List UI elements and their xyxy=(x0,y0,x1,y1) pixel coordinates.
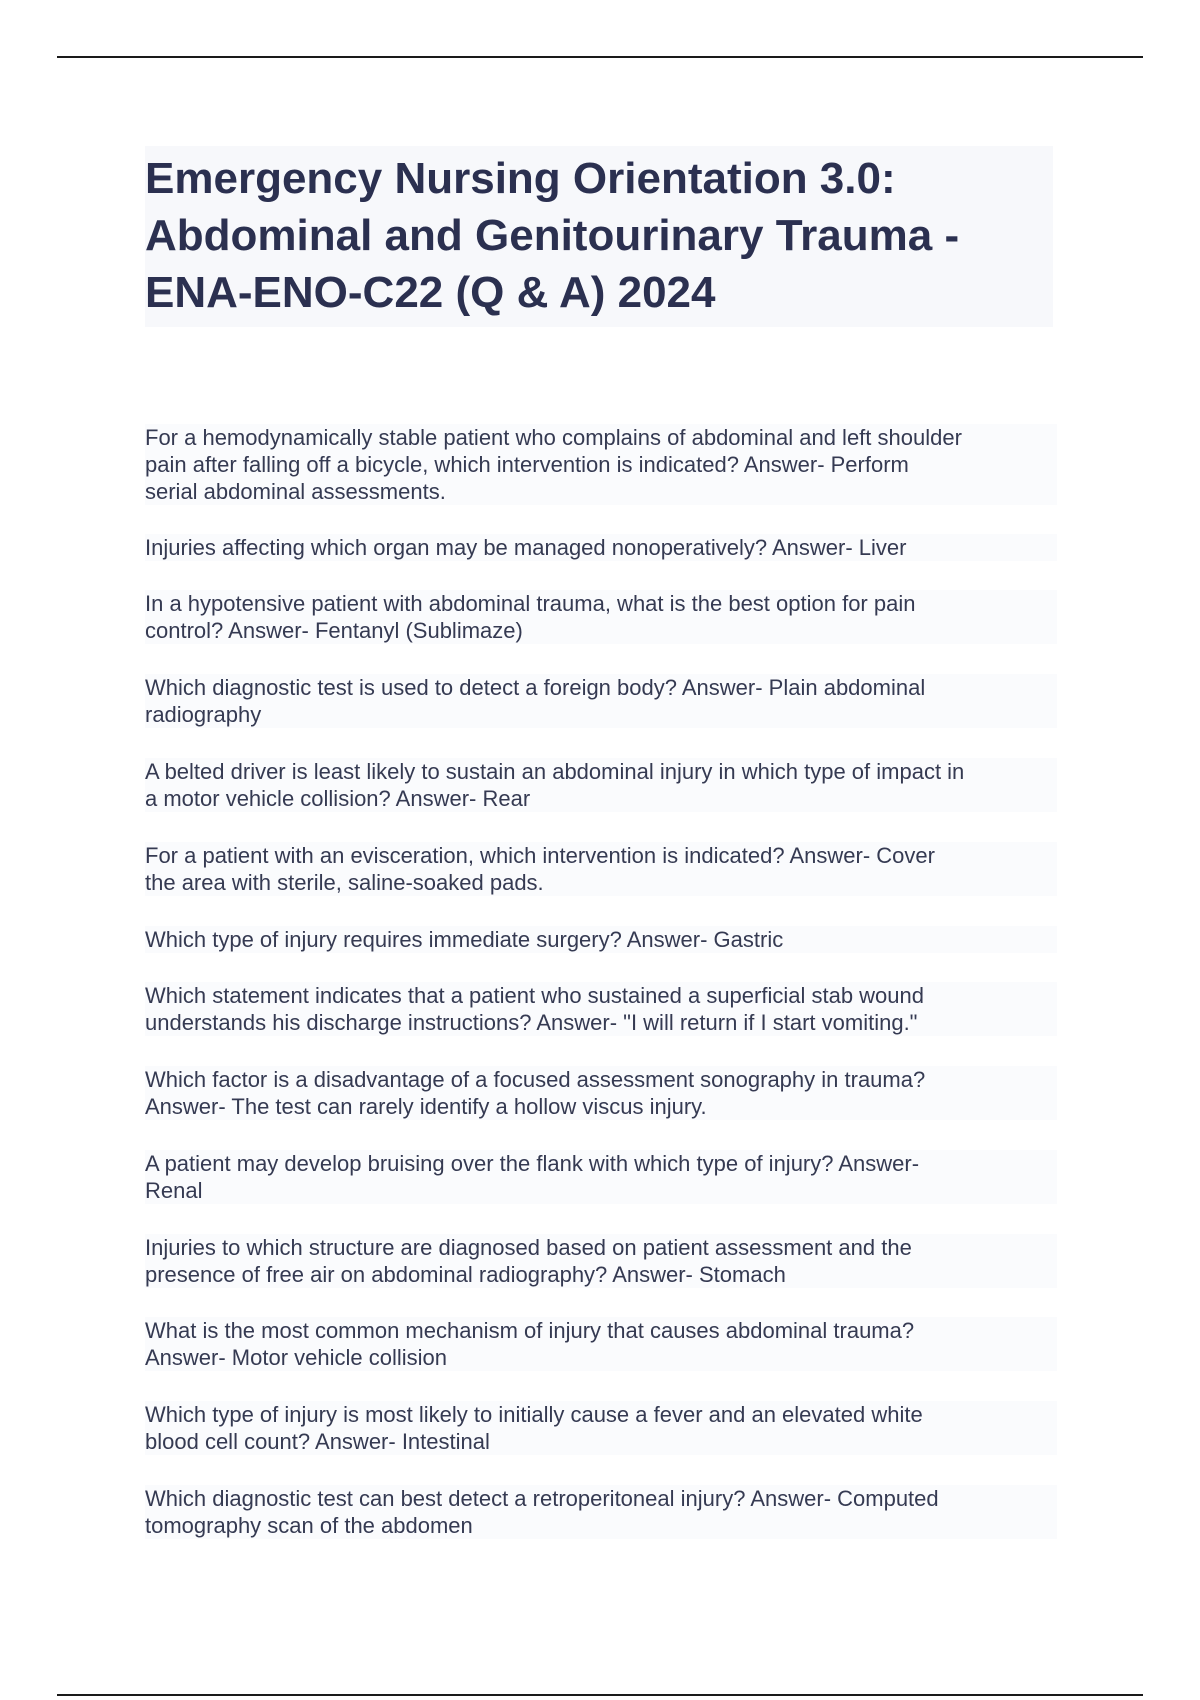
qa-line: Which type of injury requires immediate surgery? Answer- Gastric xyxy=(145,926,1057,953)
qa-line: blood cell count? Answer- Intestinal xyxy=(145,1428,1057,1455)
qa-item-9 xyxy=(145,1066,1057,1120)
qa-item-13 xyxy=(145,1401,1057,1455)
qa-item-6 xyxy=(145,842,1057,896)
qa-line: presence of free air on abdominal radiography? Answer- Stomach xyxy=(145,1261,1057,1288)
qa-line: Renal xyxy=(145,1177,1057,1204)
qa-item-1 xyxy=(145,424,1057,505)
qa-line: Which diagnostic test can best detect a retroperitoneal injury? Answer- Computed xyxy=(145,1485,1057,1512)
qa-line: radiography xyxy=(145,701,1057,728)
qa-line: understands his discharge instructions? Answer- "I will return if I start vomiting." xyxy=(145,1009,1057,1036)
qa-line: Injuries affecting which organ may be managed nonoperatively? Answer- Liver xyxy=(145,534,1057,561)
qa-line: Which statement indicates that a patient who sustained a superficial stab wound xyxy=(145,982,1057,1009)
qa-line: pain after falling off a bicycle, which intervention is indicated? Answer- Perform xyxy=(145,451,1057,478)
qa-item-4 xyxy=(145,674,1057,728)
qa-line: control? Answer- Fentanyl (Sublimaze) xyxy=(145,617,1057,644)
qa-line: Answer- Motor vehicle collision xyxy=(145,1344,1057,1371)
qa-line: A belted driver is least likely to sustain an abdominal injury in which type of impact in xyxy=(145,758,1057,785)
qa-line: Which type of injury is most likely to initially cause a fever and an elevated white xyxy=(145,1401,1057,1428)
qa-line: the area with sterile, saline-soaked pads. xyxy=(145,869,1057,896)
qa-line: a motor vehicle collision? Answer- Rear xyxy=(145,785,1057,812)
qa-line: A patient may develop bruising over the flank with which type of injury? Answer- xyxy=(145,1150,1057,1177)
title-line-3: ENA-ENO-C22 (Q & A) 2024 xyxy=(145,268,716,317)
qa-line: serial abdominal assessments. xyxy=(145,478,1057,505)
qa-line: What is the most common mechanism of injury that causes abdominal trauma? xyxy=(145,1317,1057,1344)
qa-item-8 xyxy=(145,982,1057,1036)
qa-line: Answer- The test can rarely identify a hollow viscus injury. xyxy=(145,1093,1057,1120)
qa-line: tomography scan of the abdomen xyxy=(145,1512,1057,1539)
document-title xyxy=(145,146,1053,327)
qa-item-2 xyxy=(145,534,1057,561)
qa-line: For a patient with an evisceration, which intervention is indicated? Answer- Cover xyxy=(145,842,1057,869)
qa-line: In a hypotensive patient with abdominal trauma, what is the best option for pain xyxy=(145,590,1057,617)
qa-line: For a hemodynamically stable patient who complains of abdominal and left shoulder xyxy=(145,424,1057,451)
qa-item-11 xyxy=(145,1234,1057,1288)
qa-item-10 xyxy=(145,1150,1057,1204)
qa-item-7 xyxy=(145,926,1057,953)
qa-line: Injuries to which structure are diagnosed based on patient assessment and the xyxy=(145,1234,1057,1261)
qa-item-5 xyxy=(145,758,1057,812)
qa-item-14 xyxy=(145,1485,1057,1539)
qa-item-3 xyxy=(145,590,1057,644)
qa-item-12 xyxy=(145,1317,1057,1371)
title-line-1: Emergency Nursing Orientation 3.0: xyxy=(145,154,896,203)
qa-line: Which factor is a disadvantage of a focused assessment sonography in trauma? xyxy=(145,1066,1057,1093)
footer-rule xyxy=(57,1694,1143,1696)
header-rule xyxy=(57,56,1143,58)
title-line-2: Abdominal and Genitourinary Trauma - xyxy=(145,211,960,260)
qa-line: Which diagnostic test is used to detect a foreign body? Answer- Plain abdominal xyxy=(145,674,1057,701)
